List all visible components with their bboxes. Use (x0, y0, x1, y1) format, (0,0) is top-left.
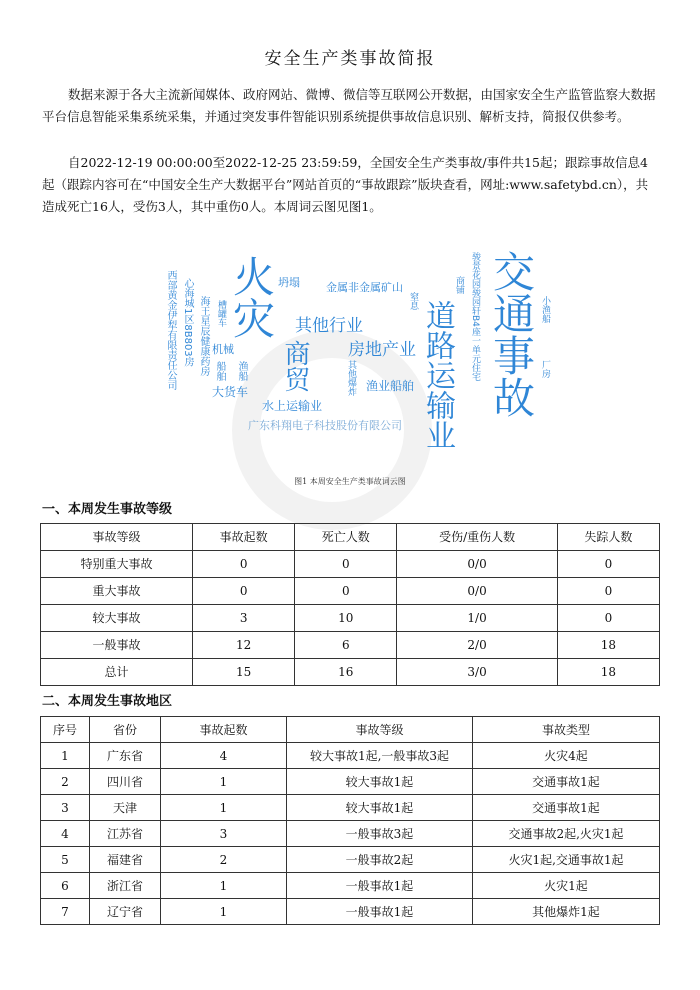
table-row (41, 743, 660, 769)
section2-heading: 二、本周发生事故地区 (42, 694, 173, 709)
cloud-word: 小渔船 (540, 296, 550, 323)
table-cell: 0 (557, 551, 659, 578)
table-cell: 16 (295, 659, 397, 686)
column-header: 事故等级 (287, 717, 473, 743)
table-row (41, 632, 660, 659)
table-row (41, 821, 660, 847)
table-cell: 1 (161, 873, 287, 899)
intro-paragraph: 数据来源于各大主流新闻媒体、政府网站、微博、微信等互联网公开数据，由国家安全生产监管监察大数据平台信息智能采集系统采集，并通过突发事件智能识别系统提供事故信息识别、解析支持，简报仅供参考。 (42, 87, 656, 124)
cloud-word: 其他行业 (295, 316, 363, 336)
table-cell: 天津 (90, 795, 161, 821)
page-title: 安全生产类事故简报 (264, 49, 436, 69)
table-cell: 0 (295, 551, 397, 578)
table-cell: 2/0 (397, 632, 558, 659)
table-cell: 福建省 (90, 847, 161, 873)
table-cell: 1 (41, 743, 90, 769)
cloud-word: 骏景花园骏园轩B4座一单元住宅 (470, 252, 480, 381)
cloud-word: 房地产业 (348, 340, 416, 360)
word-cloud (150, 240, 570, 470)
cloud-word: 西部黄金伊犁有限责任公司 (165, 270, 176, 390)
table-cell: 0 (193, 578, 295, 605)
cloud-word: 坍塌 (278, 276, 300, 289)
table-row (41, 605, 660, 632)
table-cell: 广东省 (90, 743, 161, 769)
cloud-word: 商铺 (454, 276, 464, 294)
table-cell: 交通事故2起,火灾1起 (473, 821, 660, 847)
table-cell: 特别重大事故 (41, 551, 193, 578)
table-cell: 江苏省 (90, 821, 161, 847)
table-cell: 12 (193, 632, 295, 659)
table-cell: 18 (557, 632, 659, 659)
cloud-word: 交通事故 (487, 250, 536, 418)
cloud-word: 渔业船舶 (366, 379, 415, 393)
table-cell: 0 (557, 605, 659, 632)
table-row (41, 769, 660, 795)
cloud-word: 海王星辰健康药房 (198, 296, 209, 376)
table-cell: 0 (295, 578, 397, 605)
table-cell: 4 (41, 821, 90, 847)
table-cell: 0/0 (397, 551, 558, 578)
table-row (41, 899, 660, 925)
table-cell: 较大事故1起 (287, 769, 473, 795)
cloud-word: 槽罐车 (216, 300, 226, 327)
table-cell: 一般事故2起 (287, 847, 473, 873)
column-header: 序号 (41, 717, 90, 743)
table-cell: 0 (557, 578, 659, 605)
table-cell: 6 (41, 873, 90, 899)
cloud-word: 其他爆炸 (346, 360, 356, 396)
column-header: 受伤/重伤人数 (397, 524, 558, 551)
table-row (41, 659, 660, 686)
column-header: 事故起数 (161, 717, 287, 743)
table-cell: 4 (161, 743, 287, 769)
table-cell: 火灾4起 (473, 743, 660, 769)
table-cell: 一般事故1起 (287, 899, 473, 925)
table-cell: 5 (41, 847, 90, 873)
table-cell: 1 (161, 795, 287, 821)
table-cell: 一般事故1起 (287, 873, 473, 899)
table-cell: 浙江省 (90, 873, 161, 899)
table-cell: 15 (193, 659, 295, 686)
table-cell: 0/0 (397, 578, 558, 605)
cloud-word: 道路运输业 (420, 300, 455, 450)
accident-region-table (40, 716, 660, 925)
table-cell: 7 (41, 899, 90, 925)
table-header-row (41, 524, 660, 551)
table-cell: 1/0 (397, 605, 558, 632)
column-header: 死亡人数 (295, 524, 397, 551)
column-header: 省份 (90, 717, 161, 743)
cloud-word: 渔船 (236, 361, 247, 381)
table-cell: 3/0 (397, 659, 558, 686)
table-cell: 1 (161, 899, 287, 925)
table-cell: 火灾1起 (473, 873, 660, 899)
table-row (41, 873, 660, 899)
cloud-word: 机械 (212, 343, 234, 356)
cloud-word: 厂房 (540, 360, 550, 378)
table-cell: 交通事故1起 (473, 795, 660, 821)
table-cell: 辽宁省 (90, 899, 161, 925)
table-cell: 其他爆炸1起 (473, 899, 660, 925)
table-row (41, 578, 660, 605)
table-cell: 一般事故 (41, 632, 193, 659)
table-row (41, 847, 660, 873)
figure-caption: 图1 本周安全生产类事故词云图 (294, 477, 406, 486)
cloud-word: 商贸 (280, 340, 310, 392)
table-cell: 一般事故3起 (287, 821, 473, 847)
table-cell: 较大事故1起 (287, 795, 473, 821)
table-cell: 总计 (41, 659, 193, 686)
column-header: 失踪人数 (557, 524, 659, 551)
table-cell: 较大事故 (41, 605, 193, 632)
table-cell: 3 (41, 795, 90, 821)
cloud-word: 心海城1区8B803房 (182, 278, 193, 367)
cloud-word: 水上运输业 (262, 399, 323, 413)
table-cell: 6 (295, 632, 397, 659)
column-header: 事故等级 (41, 524, 193, 551)
cloud-word: 窒息 (408, 292, 418, 310)
cloud-word: 金属非金属矿山 (326, 281, 403, 294)
table-cell: 10 (295, 605, 397, 632)
table-row (41, 551, 660, 578)
cloud-word: 广东科翔电子科技股份有限公司 (248, 419, 402, 432)
table-cell: 较大事故1起,一般事故3起 (287, 743, 473, 769)
table-cell: 1 (161, 769, 287, 795)
table-cell: 交通事故1起 (473, 769, 660, 795)
table-cell: 火灾1起,交通事故1起 (473, 847, 660, 873)
table-row (41, 795, 660, 821)
accident-level-table (40, 523, 660, 686)
table-cell: 18 (557, 659, 659, 686)
column-header: 事故类型 (473, 717, 660, 743)
table-cell: 3 (193, 605, 295, 632)
summary-paragraph: 自2022-12-19 00:00:00至2022-12-25 23:59:59，全国安全生产类事故/事件共15起；跟踪事故信息4起（跟踪内容可在“中国安全生产大数据平台”网站首页的“事故跟踪”版块查看，网址:www.safetybd.cn），共造成死亡16人，受伤3人，其中重伤0人。本周词云图见图1。 (42, 155, 649, 214)
table-cell: 重大事故 (41, 578, 193, 605)
table-cell: 3 (161, 821, 287, 847)
table-cell: 2 (41, 769, 90, 795)
section1-heading: 一、本周发生事故等级 (42, 502, 173, 517)
table-cell: 四川省 (90, 769, 161, 795)
cloud-word: 火灾 (227, 255, 276, 339)
table-header-row (41, 717, 660, 743)
column-header: 事故起数 (193, 524, 295, 551)
table-cell: 2 (161, 847, 287, 873)
cloud-word: 大货车 (212, 385, 249, 399)
table-cell: 0 (193, 551, 295, 578)
cloud-word: 船舶 (214, 361, 225, 381)
